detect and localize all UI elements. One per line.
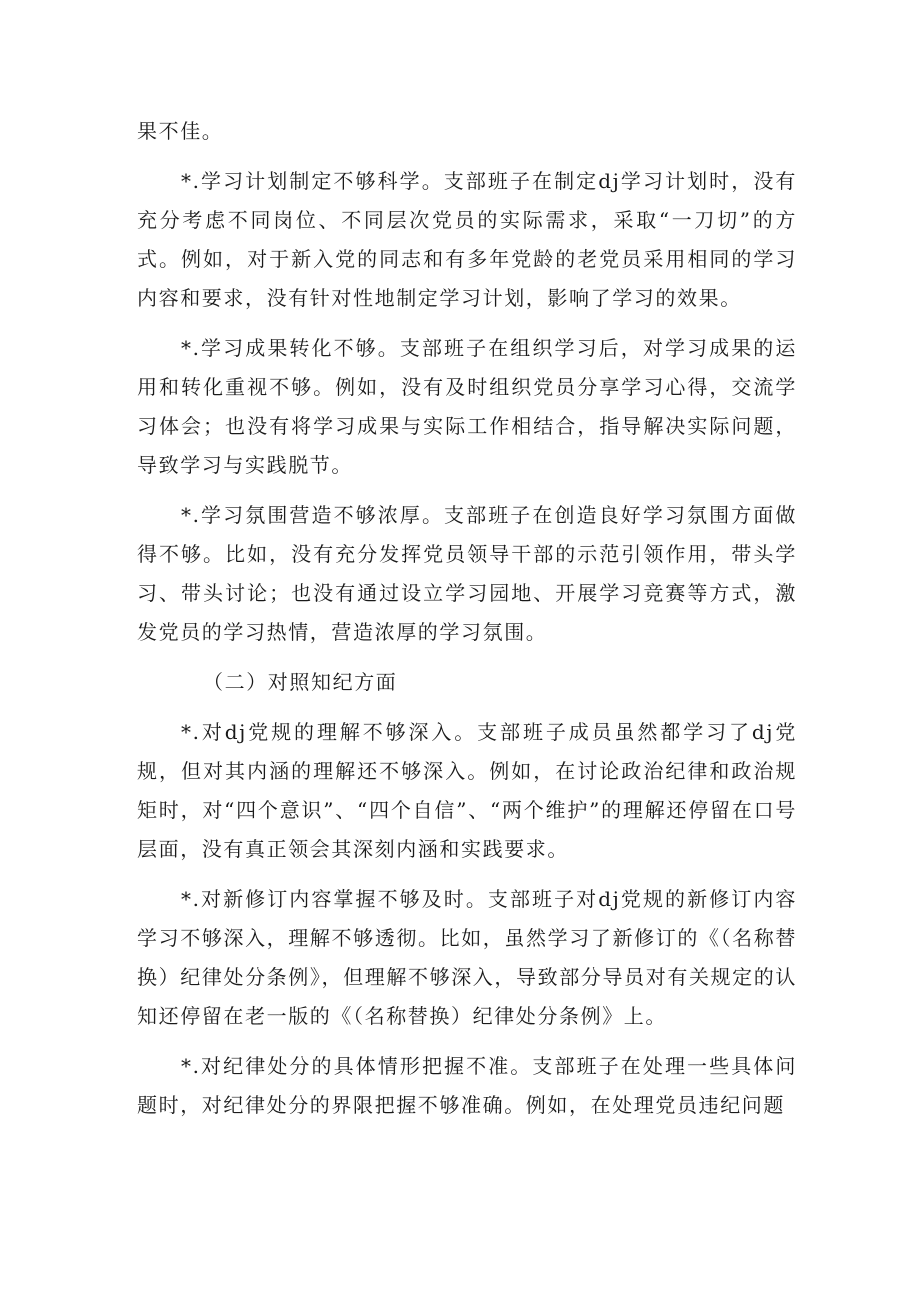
body-paragraph-discipline-cases: *.对纪律处分的具体情形把握不准。支部班子在处理一些具体问题时，对纪律处分的界限把握不够准确。例如，在处理党员违纪问题 xyxy=(137,1054,797,1117)
body-paragraph-revised-content: *.对新修订内容掌握不够及时。支部班子对dj党规的新修订内容学习不够深入，理解不够透彻。比如，虽然学习了新修订的《（名称替换）纪律处分条例》，但理解不够深入，导致部分导员对有关规定的认知还停留在老一版的《（名称替换）纪律处分条例》上。 xyxy=(137,887,797,1028)
body-paragraph-study-results: *.学习成果转化不够。支部班子在组织学习后，对学习成果的运用和转化重视不够。例如，没有及时组织党员分享学习心得，交流学习体会；也没有将学习成果与实际工作相结合，指导解决实际问题，导致学习与实践脱节。 xyxy=(137,336,797,477)
document-body xyxy=(137,112,797,1136)
body-paragraph-rules-understanding: *.对dj党规的理解不够深入。支部班子成员虽然都学习了dj党规，但对其内涵的理解还不够深入。例如，在讨论政治纪律和政治规矩时，对“四个意识”、“四个自信”、“两个维护”的理解还停留在口号层面，没有真正领会其深刻内涵和实践要求。 xyxy=(137,720,797,861)
body-paragraph-study-plan: *.学习计划制定不够科学。支部班子在制定dj学习计划时，没有充分考虑不同岗位、不同层次党员的实际需求，采取“一刀切”的方式。例如，对于新入党的同志和有多年党龄的老党员采用相同的学习内容和要求，没有针对性地制定学习计划，影响了学习的效果。 xyxy=(137,169,797,310)
section-heading: （二）对照知纪方面 xyxy=(203,670,398,694)
body-paragraph-study-atmosphere: *.学习氛围营造不够浓厚。支部班子在创造良好学习氛围方面做得不够。比如，没有充分发挥党员领导干部的示范引领作用，带头学习、带头讨论；也没有通过设立学习园地、开展学习竞赛等方式，激发党员的学习热情，营造浓厚的学习氛围。 xyxy=(137,503,797,644)
continuation-paragraph: 果不佳。 xyxy=(137,119,224,143)
